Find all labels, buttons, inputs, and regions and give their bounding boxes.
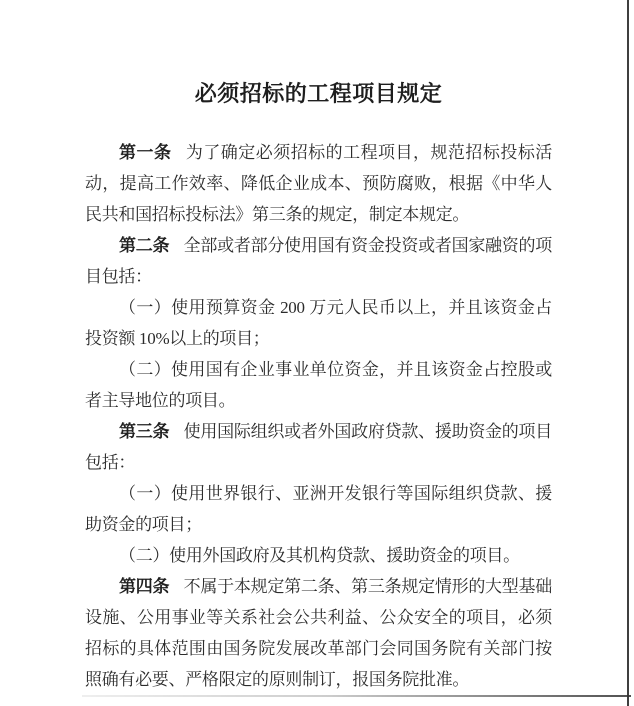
document-body	[85, 137, 552, 695]
article-text: 为了确定必须招标的工程项目，规范招标投标活动，提高工作效率、降低企业成本、预防腐败，根据《中华人民共和国招标投标法》第三条的规定，制定本规定。	[85, 143, 552, 224]
article-text: （二）使用外国政府及其机构贷款、援助资金的项目。	[119, 546, 520, 565]
article-paragraph	[85, 137, 552, 230]
article-text: 不属于本规定第二条、第三条规定情形的大型基础设施、公用事业等关系社会公共利益、公众安全的项目，必须招标的具体范围由国务院发展改革部门会同国务院有关部门按照确有必要、严格限定的原则制订，报国务院批准。	[85, 577, 552, 689]
scan-edge-right	[627, 0, 629, 706]
article-text: 使用国际组织或者外国政府贷款、援助资金的项目包括：	[85, 422, 552, 472]
article-number-label: 第一条	[119, 143, 172, 162]
scan-edge-bottom	[82, 695, 631, 697]
article-number-label: 第二条	[119, 236, 170, 255]
article-text: （一）使用预算资金 200 万元人民币以上，并且该资金占投资额 10%以上的项目；	[85, 298, 552, 348]
article-paragraph	[85, 416, 552, 478]
article-subitem-paragraph	[85, 478, 552, 540]
article-number-label: 第三条	[119, 422, 170, 441]
article-text: （一）使用世界银行、亚洲开发银行等国际组织贷款、援助资金的项目；	[85, 484, 552, 534]
article-subitem-paragraph	[85, 354, 552, 416]
article-paragraph	[85, 230, 552, 292]
document-title: 必须招标的工程项目规定	[194, 80, 443, 106]
article-subitem-paragraph	[85, 292, 552, 354]
article-text: （二）使用国有企业事业单位资金，并且该资金占控股或者主导地位的项目。	[85, 360, 552, 410]
article-text: 全部或者部分使用国有资金投资或者国家融资的项目包括：	[85, 236, 552, 286]
article-paragraph	[85, 571, 552, 695]
article-subitem-paragraph	[85, 540, 552, 571]
article-number-label: 第四条	[119, 577, 170, 596]
